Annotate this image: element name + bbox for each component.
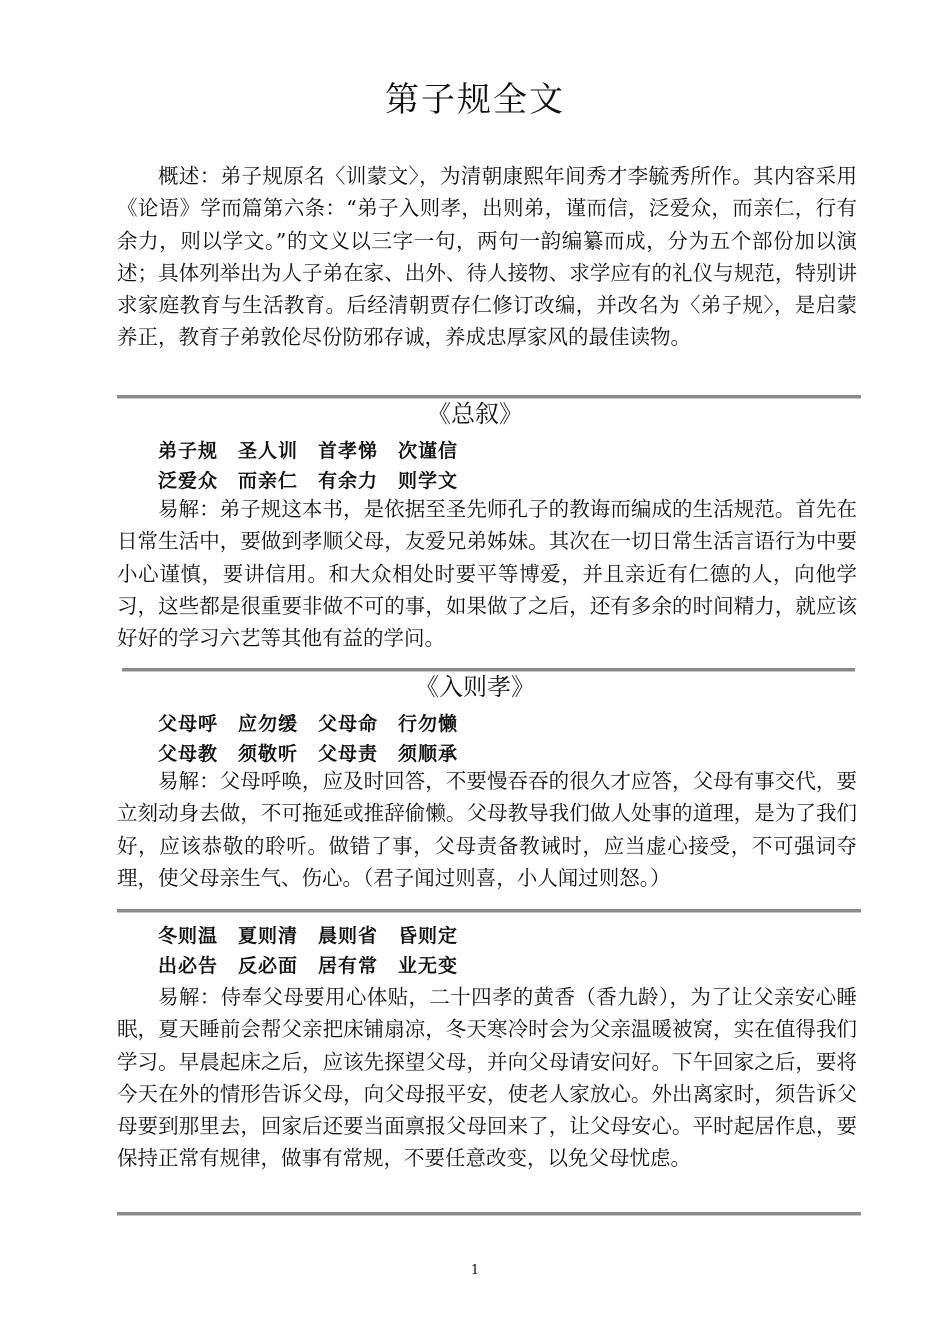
explanation-paragraph: 易解：弟子规这本书，是依据至圣先师孔子的教诲而编成的生活规范。首先在日常生活中，要做到孝顺父母，友爱兄弟姊妹。其次在一切日常生活言语行为中要小心谨慎，要讲信用。和大众相处时要平等博爱，并且亲近有仁德的人，向他学习，这些都是很重要非做不可的事，如果做了之后，还有多余的时间精力，就应该好好的学习六艺等其他有益的学问。 xyxy=(117,497,857,651)
verse-line: 弟子规 圣人训 首孝悌 次谨信 xyxy=(158,440,459,462)
verse-line: 出必告 反必面 居有常 业无变 xyxy=(158,955,459,977)
section-divider xyxy=(117,1212,861,1216)
page-title: 第子规全文 xyxy=(385,80,565,120)
section-title-zongxu: 《总叙》 xyxy=(427,400,523,428)
verse-line: 泛爱众 而亲仁 有余力 则学文 xyxy=(158,470,459,492)
intro-paragraph: 概述：弟子规原名〈训蒙文〉，为清朝康熙年间秀才李毓秀所作。其内容采用《论语》学而篇第六条：“弟子入则孝，出则弟，谨而信，泛爱众，而亲仁，行有余力，则以学文。”的文义以三字一句，两句一韵编纂而成，分为五个部份加以演述；具体列举出为人子弟在家、出外、待人接物、求学应有的礼仪与规范，特别讲求家庭教育与生活教育。后经清朝贾存仁修订改编，并改名为〈弟子规〉，是启蒙养正，教育子弟敦伦尽份防邪存诚，养成忠厚家风的最佳读物。 xyxy=(117,164,857,350)
verse-line: 父母呼 应勿缓 父母命 行勿懒 xyxy=(158,713,459,735)
verse-line: 父母教 须敬听 父母责 须顺承 xyxy=(158,743,459,765)
explanation-paragraph: 易解：父母呼唤，应及时回答，不要慢吞吞的很久才应答，父母有事交代，要立刻动身去做，不可拖延或推辞偷懒。父母教导我们做人处事的道理，是为了我们好，应该恭敬的聆听。做错了事，父母责备教诫时，应当虚心接受，不可强词夺理，使父母亲生气、伤心。（君子闻过则喜，小人闻过则怒。） xyxy=(117,769,857,890)
page-number: 1 xyxy=(470,1263,480,1278)
verse-line: 冬则温 夏则清 晨则省 昏则定 xyxy=(158,925,459,947)
section-divider xyxy=(117,909,861,913)
section-title-ruzexiao: 《入则孝》 xyxy=(415,673,535,701)
explanation-paragraph: 易解：侍奉父母要用心体贴，二十四孝的黄香（香九龄），为了让父亲安心睡眠，夏天睡前会帮父亲把床铺扇凉，冬天寒冷时会为父亲温暖被窝，实在值得我们学习。早晨起床之后，应该先探望父母，并向父母请安问好。下午回家之后，要将今天在外的情形告诉父母，向父母报平安，使老人家放心。外出离家时，须告诉父母要到那里去，回家后还要当面禀报父母回来了，让父母安心。平时起居作息，要保持正常有规律，做事有常规，不要任意改变，以免父母忧虑。 xyxy=(117,985,857,1171)
